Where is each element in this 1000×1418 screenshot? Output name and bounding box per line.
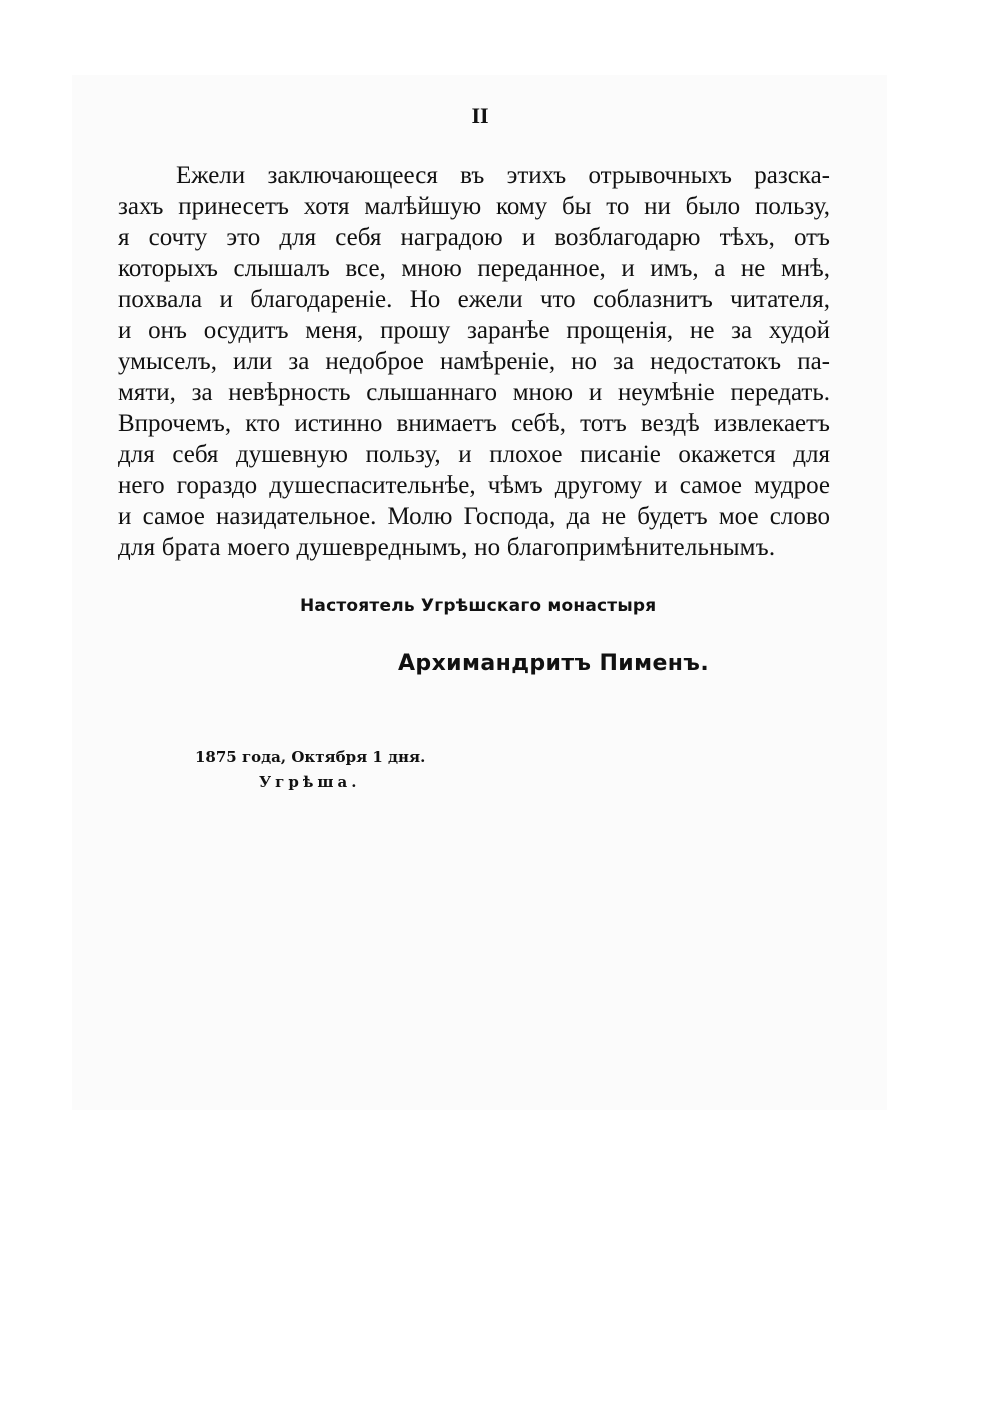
paragraph-line: для брата моего душевреднымъ, но благопримѣнительнымъ.	[118, 534, 776, 561]
place-line: Угрѣша.	[259, 773, 361, 791]
date-line: 1875 года, Октября 1 дня.	[195, 748, 426, 766]
page-number: II	[471, 103, 489, 128]
paragraph-line: умыселъ, или за недоброе намѣреніе, но за недостатокъ па-	[118, 348, 830, 375]
signature-name: Архимандритъ Пименъ.	[398, 651, 710, 676]
signature-title: Настоятель Угрѣшскаго монастыря	[300, 596, 657, 616]
paragraph-line: и онъ осудитъ меня, прошу заранѣе прощенія, не за худой	[118, 317, 830, 344]
paragraph-line: захъ принесетъ хотя малѣйшую кому бы то ни было пользу,	[118, 193, 830, 220]
paragraph-line: него гораздо душеспасительнѣе, чѣмъ другому и самое мудрое	[118, 472, 830, 499]
paragraph-line: которыхъ слышалъ все, мною переданное, и имъ, а не мнѣ,	[118, 255, 830, 282]
paragraph-line: для себя душевную пользу, и плохое писаніе окажется для	[118, 441, 830, 468]
paragraph-line: и самое назидательное. Молю Господа, да не будетъ мое слово	[118, 503, 830, 530]
paragraph-line: мяти, за невѣрность слышаннаго мною и неумѣніе передать.	[118, 379, 830, 406]
paragraph-line: похвала и благодареніе. Но ежели что соблазнитъ читателя,	[118, 286, 830, 313]
paragraph-line: Ежели заключающееся въ этихъ отрывочныхъ разска-	[176, 162, 830, 189]
paragraph-line: Впрочемъ, кто истинно внимаетъ себѣ, тотъ вездѣ извлекаетъ	[118, 410, 830, 437]
paragraph-line: я сочту это для себя наградою и возблагодарю тѣхъ, отъ	[118, 224, 830, 251]
body-paragraph	[118, 160, 830, 563]
